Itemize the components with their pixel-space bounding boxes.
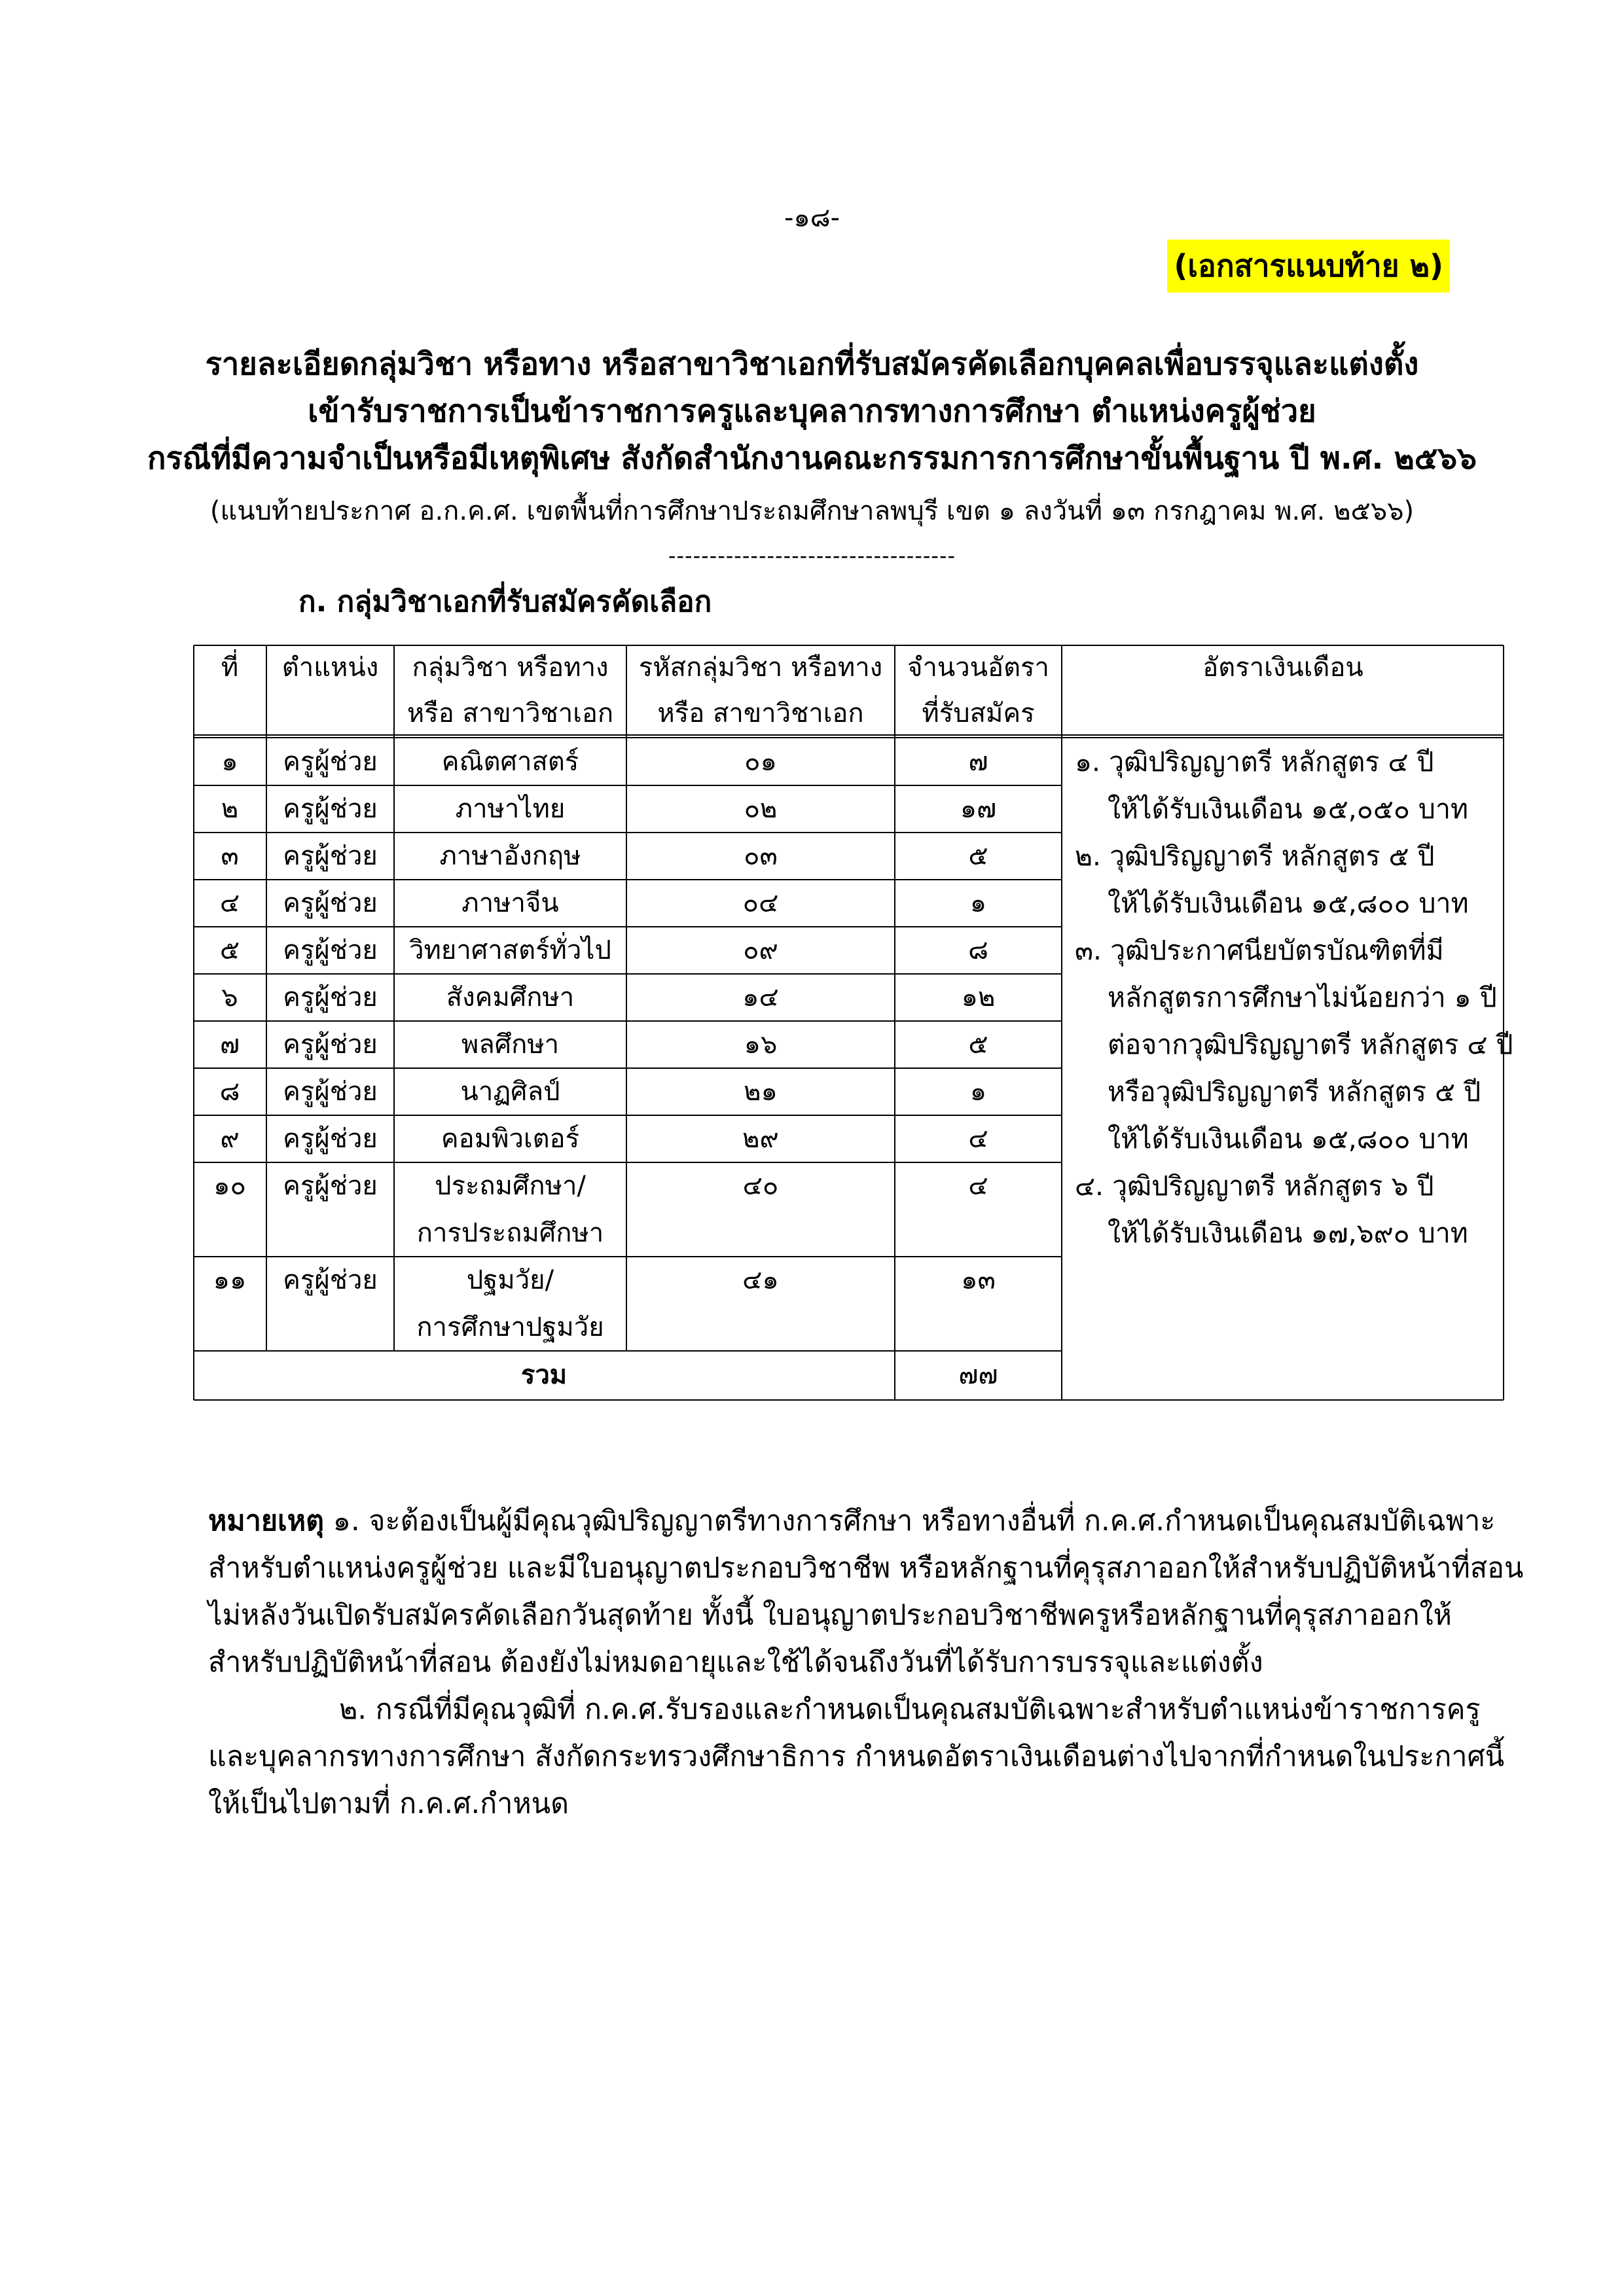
salary-line: ให้ได้รับเงินเดือน ๑๗,๖๙๐ บาท <box>1108 1217 1468 1249</box>
cell-quota: ๗ <box>968 747 988 777</box>
cell-code: ๒๙ <box>742 1124 779 1154</box>
cell-quota: ๕ <box>968 841 988 871</box>
cell-code: ๐๒ <box>744 794 778 824</box>
note-1-line-2: สำหรับตำแหน่งครูผู้ช่วย และมีใบอนุญาตประกอบวิชาชีพ หรือหลักฐานที่คุรุสภาออกให้สำหรับปฏิบัติหน้าที่สอน <box>208 1552 1524 1585</box>
header-code-line-1: รหัสกลุ่มวิชา หรือทาง <box>638 653 883 683</box>
document-title-line-2: เข้ารับราชการเป็นข้าราชการครูและบุคลากรทางการศึกษา ตำแหน่งครูผู้ช่วย <box>308 393 1316 429</box>
separator-rule: ----------------------------------- <box>668 543 956 568</box>
header-quota-line-1: จำนวนอัตรา <box>907 653 1049 683</box>
salary-line: ต่อจากวุฒิปริญญาตรี หลักสูตร ๔ ปี <box>1108 1029 1513 1060</box>
cell-quota: ๑๓ <box>961 1265 996 1295</box>
salary-line: ให้ได้รับเงินเดือน ๑๕,๐๕๐ บาท <box>1108 793 1468 825</box>
subject-quota-table <box>193 645 1513 1401</box>
document-subtitle: (แนบท้ายประกาศ อ.ก.ค.ศ. เขตพื้นที่การศึกษาประถมศึกษาลพบุรี เขต ๑ ลงวันที่ ๑๓ กรกฎาคม พ.ศ. ๒๕๖๖) <box>209 496 1415 526</box>
salary-line: ให้ได้รับเงินเดือน ๑๕,๘๐๐ บาท <box>1108 1123 1469 1155</box>
header-subject-line-1: กลุ่มวิชา หรือทาง <box>412 653 609 683</box>
cell-code: ๔๑ <box>742 1265 779 1295</box>
header-subject-line-2: หรือ สาขาวิชาเอก <box>406 698 614 728</box>
cell-code: ๑๔ <box>742 982 779 1013</box>
cell-position: ครูผู้ช่วย <box>283 1124 378 1154</box>
cell-code: ๐๓ <box>744 841 778 871</box>
note-1-line-3: ไม่หลังวันเปิดรับสมัครคัดเลือกวันสุดท้าย ทั้งนี้ ใบอนุญาตประกอบวิชาชีพครูหรือหลักฐานที่คุรุสภาออกให้ <box>208 1599 1452 1632</box>
cell-position: ครูผู้ช่วย <box>283 982 378 1013</box>
cell-quota: ๑ <box>969 1077 987 1107</box>
cell-no: ๘ <box>219 1077 240 1107</box>
cell-code: ๐๔ <box>742 888 779 918</box>
total-value: ๗๗ <box>958 1360 998 1390</box>
cell-code: ๐๑ <box>744 747 777 777</box>
cell-position: ครูผู้ช่วย <box>283 841 378 871</box>
salary-line: ๓. วุฒิประกาศนียบัตรบัณฑิตที่มี <box>1075 935 1444 966</box>
cell-subject: วิทยาศาสตร์ทั่วไป <box>409 935 611 965</box>
notes-section <box>208 1498 1524 1827</box>
document-title-line-3: กรณีที่มีความจำเป็นหรือมีเหตุพิเศษ สังกัดสำนักงานคณะกรรมการการศึกษาขั้นพื้นฐาน ปี พ.ศ. ๒๕๖๖ <box>147 440 1477 476</box>
header-position: ตำแหน่ง <box>281 653 379 683</box>
cell-no: ๑๐ <box>213 1171 246 1201</box>
cell-subject: ภาษาจีน <box>461 888 559 918</box>
cell-no: ๑ <box>221 747 238 777</box>
note-2-line-3: ให้เป็นไปตามที่ ก.ค.ศ.กำหนด <box>208 1787 569 1820</box>
section-heading: ก. กลุ่มวิชาเอกที่รับสมัครคัดเลือก <box>298 585 712 619</box>
cell-position: ครูผู้ช่วย <box>283 1077 378 1107</box>
header-quota-line-2: ที่รับสมัคร <box>922 698 1035 728</box>
cell-position: ครูผู้ช่วย <box>283 1030 378 1060</box>
note-2-line-1: ๒. กรณีที่มีคุณวุฒิที่ ก.ค.ศ.รับรองและกำหนดเป็นคุณสมบัติเฉพาะสำหรับตำแหน่งข้าราชการครู <box>339 1693 1481 1726</box>
header-code-line-2: หรือ สาขาวิชาเอก <box>657 698 864 728</box>
cell-quota: ๘ <box>968 935 988 965</box>
cell-code: ๑๖ <box>744 1030 778 1060</box>
header-no: ที่ <box>221 653 239 683</box>
cell-position: ครูผู้ช่วย <box>283 1171 378 1201</box>
page-number: -๑๘- <box>784 203 840 233</box>
cell-subject: การศึกษาปฐมวัย <box>416 1312 604 1342</box>
note-2-line-2: และบุคลากรทางการศึกษา สังกัดกระทรวงศึกษาธิการ กำหนดอัตราเงินเดือนต่างไปจากที่กำหนดในประกาศนี้ <box>208 1740 1505 1773</box>
note-1-line-1 <box>208 1498 1496 1545</box>
cell-subject: คอมพิวเตอร์ <box>441 1124 580 1154</box>
cell-code: ๐๙ <box>743 935 778 965</box>
cell-subject: คณิตศาสตร์ <box>441 747 579 777</box>
cell-position: ครูผู้ช่วย <box>283 1265 378 1295</box>
cell-subject: ภาษาอังกฤษ <box>439 841 581 871</box>
salary-line: หรือวุฒิปริญญาตรี หลักสูตร ๕ ปี <box>1108 1076 1481 1107</box>
header-salary: อัตราเงินเดือน <box>1202 653 1363 683</box>
note-1-line-4: สำหรับปฏิบัติหน้าที่สอน ต้องยังไม่หมดอายุและใช้ได้จนถึงวันที่ได้รับการบรรจุและแต่งตั้ง <box>208 1646 1263 1679</box>
note-1-text: ๑. จะต้องเป็นผู้มีคุณวุฒิปริญญาตรีทางการศึกษา หรือทางอื่นที่ ก.ค.ศ.กำหนดเป็นคุณสมบัติเฉพาะ <box>324 1505 1496 1537</box>
cell-no: ๖ <box>221 982 238 1013</box>
cell-code: ๒๑ <box>744 1077 778 1107</box>
cell-no: ๓ <box>221 841 239 871</box>
cell-subject: สังคมศึกษา <box>446 982 575 1013</box>
annex-label: (เอกสารแนบท้าย ๒) <box>1167 240 1450 293</box>
cell-no: ๙ <box>220 1124 240 1154</box>
document-title-line-1: รายละเอียดกลุ่มวิชา หรือทาง หรือสาขาวิชาเอกที่รับสมัครคัดเลือกบุคคลเพื่อบรรจุและแต่งตั้ง <box>205 346 1419 382</box>
cell-no: ๕ <box>219 935 240 965</box>
notes-label: หมายเหตุ <box>208 1505 324 1537</box>
cell-subject: นาฏศิลป์ <box>460 1077 560 1107</box>
cell-no: ๑๑ <box>213 1265 247 1295</box>
cell-quota: ๔ <box>968 1124 988 1154</box>
cell-position: ครูผู้ช่วย <box>283 747 378 777</box>
cell-position: ครูผู้ช่วย <box>283 935 378 965</box>
cell-quota: ๑๗ <box>960 794 997 824</box>
cell-quota: ๑๒ <box>961 982 996 1013</box>
cell-position: ครูผู้ช่วย <box>283 794 378 824</box>
salary-line: ๔. วุฒิปริญญาตรี หลักสูตร ๖ ปี <box>1075 1170 1434 1202</box>
cell-no: ๗ <box>219 1030 240 1060</box>
cell-subject: ประถมศึกษา/ <box>435 1171 586 1201</box>
cell-subject: ปฐมวัย/ <box>466 1265 554 1295</box>
total-label: รวม <box>520 1360 568 1390</box>
cell-quota: ๔ <box>968 1171 988 1201</box>
salary-line: ให้ได้รับเงินเดือน ๑๕,๘๐๐ บาท <box>1108 888 1469 919</box>
cell-no: ๔ <box>219 888 240 918</box>
salary-line: หลักสูตรการศึกษาไม่น้อยกว่า ๑ ปี <box>1108 982 1497 1013</box>
salary-line: ๒. วุฒิปริญญาตรี หลักสูตร ๕ ปี <box>1075 840 1435 872</box>
cell-no: ๒ <box>221 794 239 824</box>
cell-position: ครูผู้ช่วย <box>283 888 378 918</box>
cell-subject: การประถมศึกษา <box>416 1218 604 1248</box>
salary-line: ๑. วุฒิปริญญาตรี หลักสูตร ๔ ปี <box>1075 746 1434 778</box>
cell-subject: พลศึกษา <box>461 1030 560 1060</box>
cell-subject: ภาษาไทย <box>455 794 566 824</box>
cell-quota: ๕ <box>968 1030 988 1060</box>
cell-quota: ๑ <box>969 888 987 918</box>
cell-code: ๔๐ <box>742 1171 779 1201</box>
